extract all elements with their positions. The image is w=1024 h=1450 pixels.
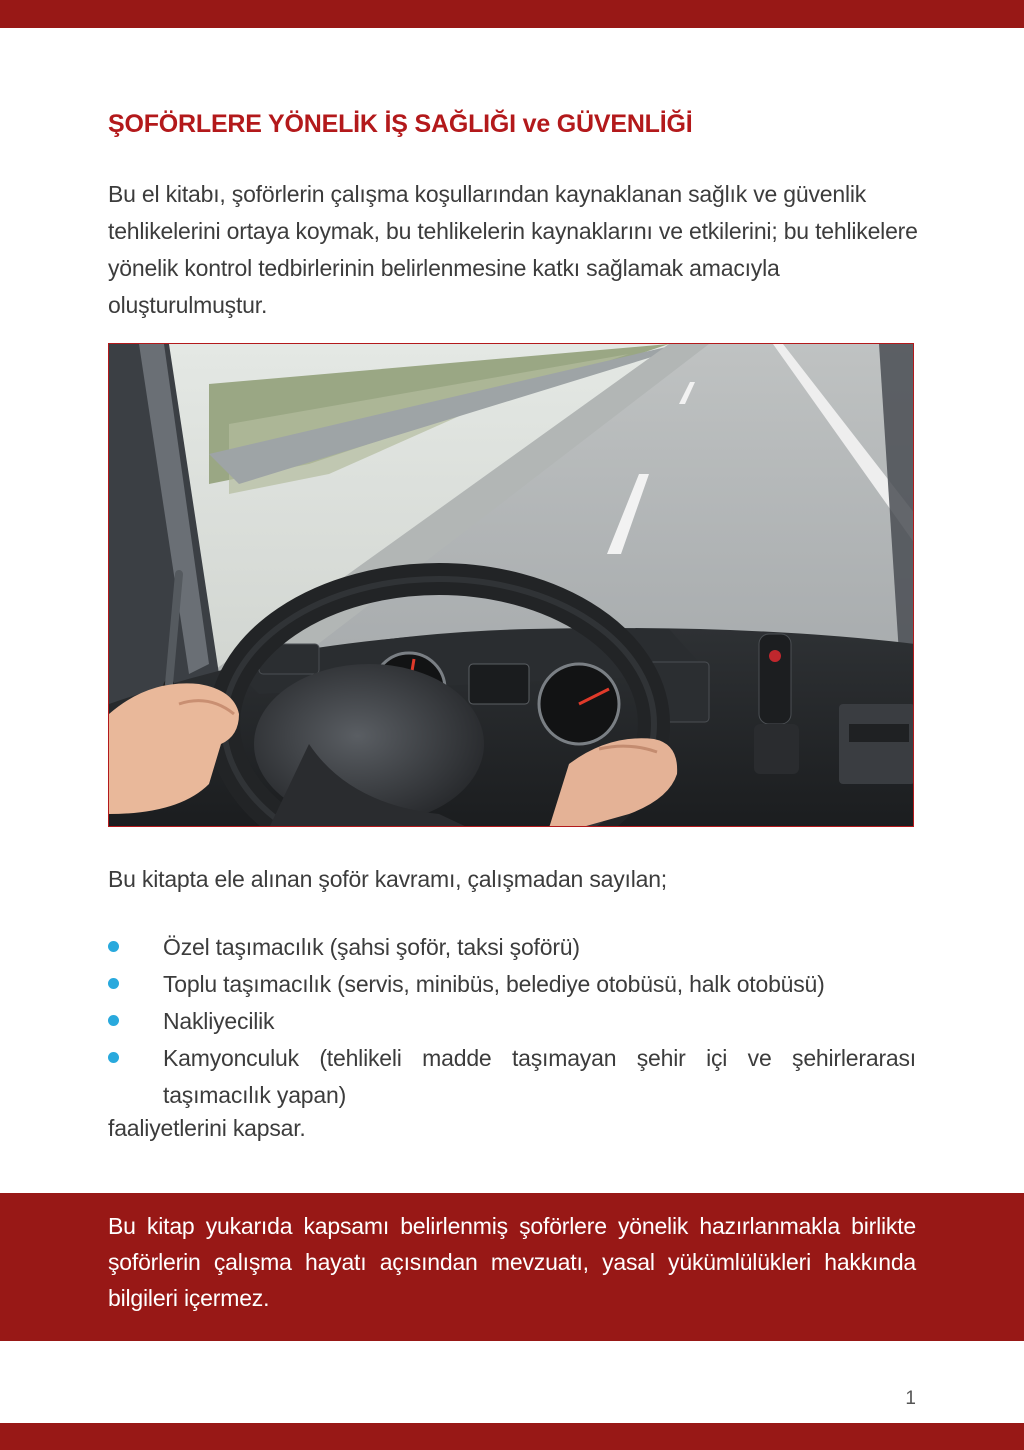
list-item bbox=[108, 1040, 916, 1114]
list-item-label: Kamyonculuk (tehlikeli madde taşımayan şehir içi ve şehirlerarası taşımacılık yapan) bbox=[163, 1045, 916, 1108]
bullet-icon bbox=[108, 941, 119, 952]
scope-intro-text: Bu kitapta ele alınan şoför kavramı, çalışmadan sayılan; bbox=[108, 866, 667, 892]
list-item-label: Nakliyecilik bbox=[163, 1008, 275, 1034]
bullet-icon bbox=[108, 978, 119, 989]
list-item-label: Toplu taşımacılık (servis, minibüs, belediye otobüsü, halk otobüsü) bbox=[163, 971, 825, 997]
list-item-label: Özel taşımacılık (şahsi şoför, taksi şoförü) bbox=[163, 934, 580, 960]
list-item bbox=[108, 1003, 916, 1040]
bullet-icon bbox=[108, 1052, 119, 1063]
bottom-accent-bar bbox=[0, 1423, 1024, 1450]
scope-outro-text: faaliyetlerini kapsar. bbox=[108, 1115, 306, 1141]
page-number: 1 bbox=[905, 1388, 916, 1409]
page-title: ŞOFÖRLERE YÖNELİK İŞ SAĞLIĞI ve GÜVENLİĞİ bbox=[108, 110, 693, 138]
list-item bbox=[108, 929, 916, 966]
truck-cab-photo bbox=[108, 343, 914, 827]
bullet-icon bbox=[108, 1015, 119, 1026]
notice-banner bbox=[0, 1193, 1024, 1341]
notice-text: Bu kitap yukarıda kapsamı belirlenmiş şoförlere yönelik hazırlanmakla birlikte şoförlerin çalışma hayatı açısından mevzuatı, yasal yükümlülükleri hakkında bilgileri içermez. bbox=[108, 1213, 916, 1311]
intro-paragraph: Bu el kitabı, şoförlerin çalışma koşullarından kaynaklanan sağlık ve güvenlik tehlikelerini ortaya koymak, bu tehlikelerin kaynaklarını ve etkilerini; bu tehlikelere yönelik kontrol tedbirlerinin belirlenmesine katkı sağlamak amacıyla oluşturulmuştur. bbox=[108, 181, 918, 318]
list-item bbox=[108, 966, 916, 1003]
scope-list bbox=[108, 929, 916, 1114]
top-accent-bar bbox=[0, 0, 1024, 28]
